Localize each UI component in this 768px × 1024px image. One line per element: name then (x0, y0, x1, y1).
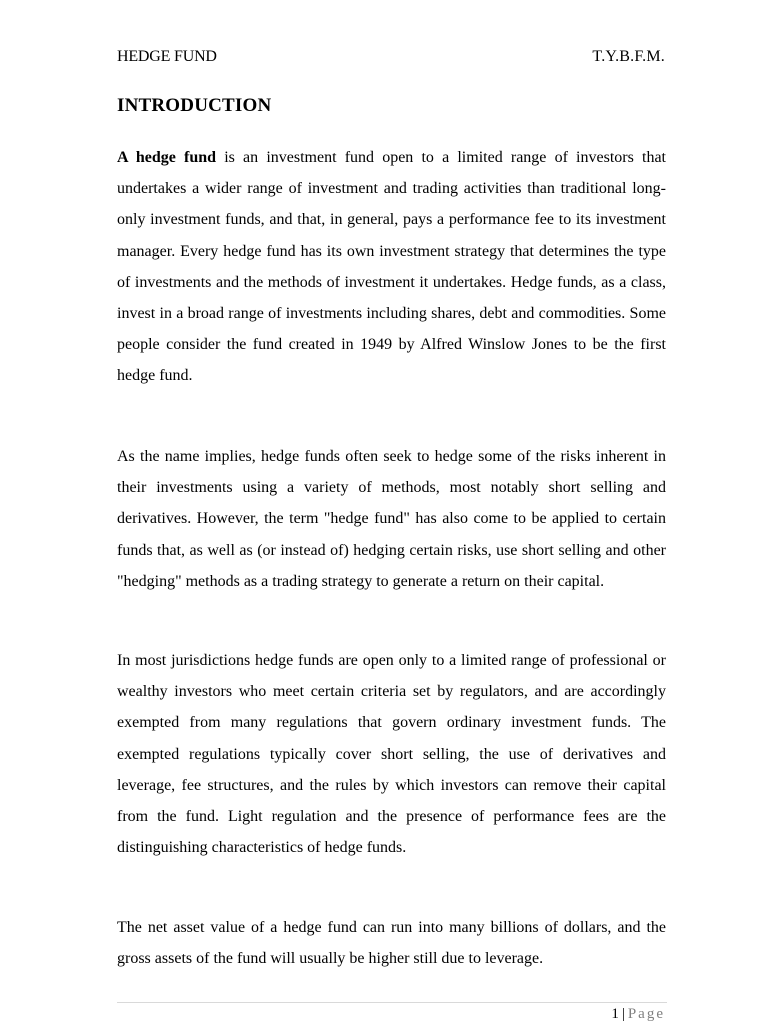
footer-divider (117, 1002, 667, 1003)
paragraph-3: In most jurisdictions hedge funds are open only to a limited range of professional or wealthy investors who meet certain criteria set by regulators, and are accordingly exempted from many regulations that govern ordinary investment funds. The exempted regulations typically cover short selling, the use of derivatives and leverage, fee structures, and the rules by which investors can remove their capital from the fund. Light regulation and the presence of performance fees are the distinguishing characteristics of hedge funds. (117, 652, 666, 857)
page-label: Page (627, 1006, 665, 1022)
paragraph-4: The net asset value of a hedge fund can run into many billions of dollars, and the gross assets of the fund will usually be higher still due to leverage. (117, 919, 666, 968)
paragraph-2: As the name implies, hedge funds often seek to hedge some of the risks inherent in their investments using a variety of methods, most notably short selling and derivatives. However, the term "hedge fund" has also come to be applied to certain funds that, as well as (or instead of) hedging certain risks, use short selling and other "hedging" methods as a trading strategy to generate a return on their capital. (117, 448, 666, 590)
header-course: T.Y.B.F.M. (592, 48, 665, 65)
page-footer (611, 1005, 665, 1023)
paragraph-1 (117, 142, 666, 392)
page-number: 1 (611, 1006, 619, 1022)
footer-separator: | (621, 1006, 625, 1022)
header-title: HEDGE FUND (117, 48, 217, 65)
section-heading: INTRODUCTION (117, 95, 272, 116)
paragraph-1-text: is an investment fund open to a limited range of investors that undertakes a wider range of investment and trading activities than traditional long-only investment funds, and that, in general, pays a performance fee to its investment manager. Every hedge fund has its own investment strategy that determines the type of investments and the methods of investment it undertakes. Hedge funds, as a class, invest in a broad range of investments including shares, debt and commodities. Some people consider the fund created in 1949 by Alfred Winslow Jones to be the first hedge fund. (117, 149, 666, 385)
paragraph-1-bold-term: A hedge fund (117, 149, 217, 166)
